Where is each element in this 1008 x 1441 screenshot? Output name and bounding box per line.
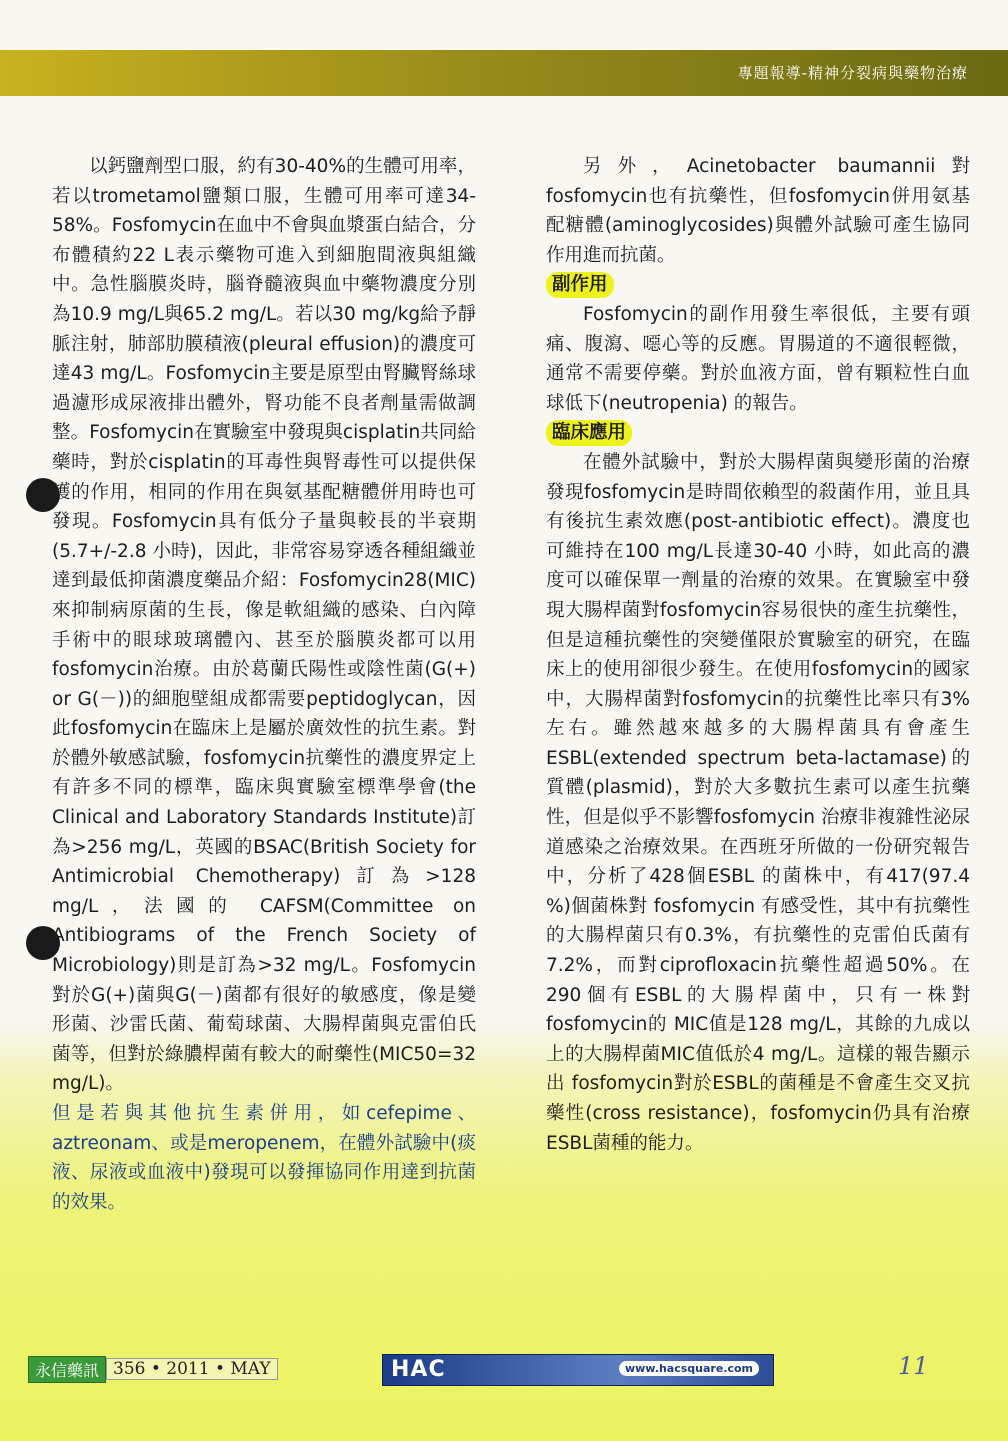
right-paragraph-3: 在體外試驗中，對於大腸桿菌與變形菌的治療發現fosfomycin是時間依賴型的殺菌作用，並且具有後抗生素效應(post-antibiotic effect)。濃度也可維持在100 mg/L長達30-40 小時，如此高的濃度可以確保單一劑量的治療的效果。在實驗室中發現大腸桿菌對fosfomycin容易很快的產生抗藥性，但是這種抗藥性的突變僅限於實驗室的研究，在臨床上的使用卻很少發生。在使用fosfomycin的國家中，大腸桿菌對fosfomycin的抗藥性比率只有3%左右。雖然越來越多的大腸桿菌具有會產生ESBL(extended spectrum beta-lactamase)的質體(plasmid)，對於大多數抗生素可以產生抗藥性，但是似乎不影響fosfomycin 治療非複雜性泌尿道感染之治療效果。在西班牙所做的一份研究報告中，分析了428個ESBL 的菌株中，有417(97.4 %)個菌株對 fosfomycin 有感受性，其中有抗藥性的大腸桿菌只有0.3%，有抗藥性的克雷伯氏菌有7.2%，而對ciprofloxacin抗藥性超過50%。在290個有ESBL的大腸桿菌中，只有一株對fosfomycin的 MIC值是128 mg/L，其餘的九成以上的大腸桿菌MIC值低於4 mg/L。這樣的報告顯示出 fosfomycin對於ESBL的菌種是不會產生交叉抗藥性(cross resistance)，fosfomycin仍具有治療ESBL菌種的能力。: [546, 451, 970, 1154]
right-column: [546, 152, 970, 1158]
left-column: [52, 152, 476, 1217]
header-bar: [0, 50, 1008, 96]
page-number: 11: [898, 1352, 929, 1380]
left-paragraph-1: 以鈣鹽劑型口服，約有30-40%的生體可用率，若以trometamol鹽類口服，生體可用率可達34-58%。Fosfomycin在血中不會與血漿蛋白結合，分布體積約22 L表示藥物可進入到細胞間液與組織中。急性腦膜炎時，腦脊髓液與血中藥物濃度分別為10.9 mg/L與65.2 mg/L。若以30 mg/kg給予靜脈注射，肺部肋膜積液(pleural effusion)的濃度可達43 mg/L。Fosfomycin主要是原型由腎臟腎絲球過濾形成尿液排出體外，腎功能不良者劑量需做調整。Fosfomycin在實驗室中發現與cisplatin共同給藥時，對於cisplatin的耳毒性與腎毒性可以提供保護的作用，相同的作用在與氨基配糖體併用時也可發現。Fosfomycin具有低分子量與較長的半衰期(5.7+/-2.8 小時)，因此，非常容易穿透各種組織並達到最低抑菌濃度藥品介紹：Fosfomycin28(MIC)來抑制病原菌的生長，像是軟組織的感染、白內障手術中的眼球玻璃體內、甚至於腦膜炎都可以用fosfomycin治療。由於葛蘭氏陽性或陰性菌(G(+) or G(－))的細胞壁組成都需要peptidoglycan，因此fosfomycin在臨床上是屬於廣效性的抗生素。對於體外敏感試驗，fosfomycin抗藥性的濃度界定上有許多不同的標準，臨床與實驗室標準學會(the Clinical and Laboratory Standards Institute)訂為>256 mg/L，英國的BSAC(British Society for Antimicrobial Chemotherapy)訂為>128 mg/L，法國的 CAFSM(Committee on Antibiograms of the French Society of Microbiology)則是訂為>32 mg/L。Fosfomycin對於G(+)菌與G(－)菌都有很好的敏感度，像是變形菌、沙雷氏菌、葡萄球菌、大腸桿菌與克雷伯氏菌等，但對於綠膿桿菌有較大的耐藥性(MIC50=32 mg/L)。: [52, 156, 476, 1095]
banner-url-link[interactable]: www.hacsquare.com: [619, 1361, 759, 1376]
section-title: 專題報導-精神分裂病與藥物治療: [737, 64, 968, 82]
hac-banner[interactable]: [382, 1354, 774, 1386]
right-paragraph-1: 另外，Acinetobacter baumannii對fosfomycin也有抗藥性，但fosfomycin併用氨基配糖體(aminoglycosides)與體外試驗可產生協同作用進而抗菌。: [546, 156, 970, 266]
issue-info: 356 • 2011 • MAY: [106, 1358, 278, 1380]
brand-name: 永信藥訊: [28, 1356, 106, 1383]
footer-brand: [28, 1356, 278, 1382]
left-paragraph-2: 但是若與其他抗生素併用，如cefepime、aztreonam、或是meropenem，在體外試驗中(痰液、尿液或血液中)發現可以發揮協同作用達到抗菌的效果。: [52, 1103, 476, 1213]
heading-clinical-use: 臨床應用: [546, 420, 632, 446]
hac-logo: HAC: [391, 1357, 446, 1382]
right-paragraph-2: Fosfomycin的副作用發生率很低，主要有頭痛、腹瀉、噁心等的反應。胃腸道的不適很輕微，通常不需要停藥。對於血液方面，曾有顆粒性白血球低下(neutropenia) 的報告。: [546, 303, 970, 414]
heading-side-effects: 副作用: [546, 272, 614, 298]
